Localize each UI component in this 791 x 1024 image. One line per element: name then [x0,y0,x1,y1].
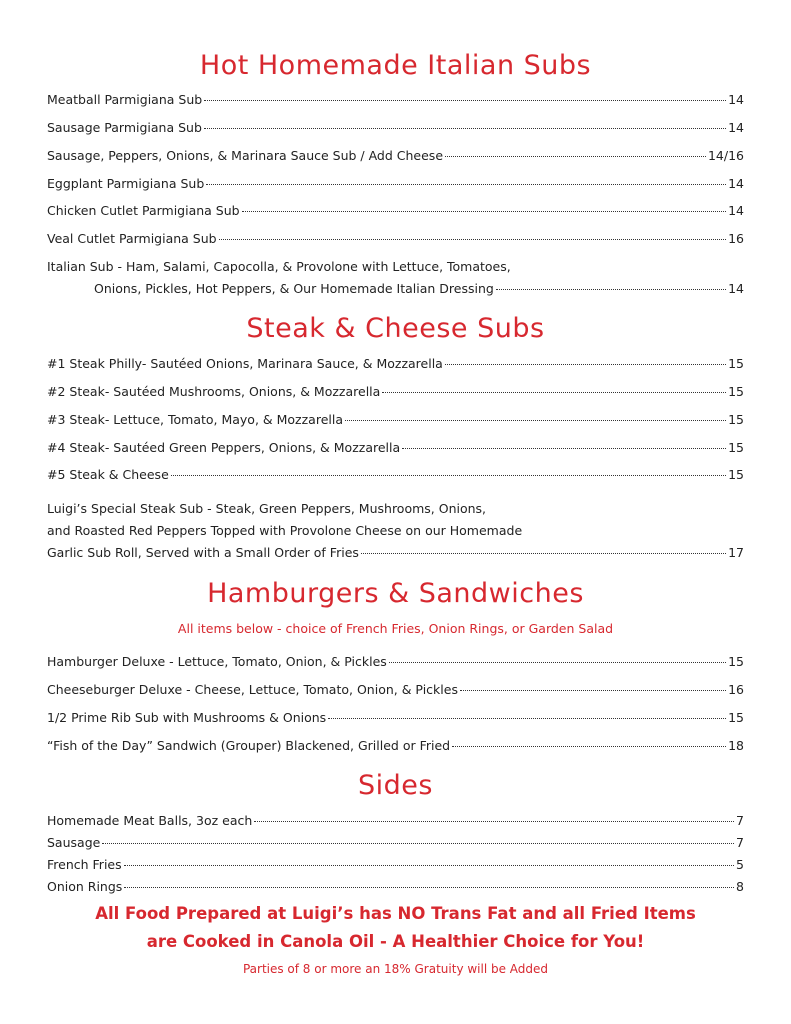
menu-item [47,412,744,428]
item-price: 15 [728,440,744,455]
item-price: 5 [736,857,744,872]
menu-item [47,176,744,192]
dot-leader [206,184,726,185]
dot-leader [219,239,727,240]
item-name: Sausage Parmigiana Sub [47,120,202,135]
menu-item [47,203,744,219]
section-title-sides: Sides [358,770,433,801]
menu-item-italian-sub [94,281,744,297]
section-title-steak-subs: Steak & Cheese Subs [246,313,545,344]
menu-item [47,813,744,829]
dot-leader [445,156,706,157]
item-name: #4 Steak- Sautéed Green Peppers, Onions, & Mozzarella [47,440,401,455]
item-name: Veal Cutlet Parmigiana Sub [47,231,217,246]
item-name: #5 Steak & Cheese [47,467,169,482]
item-price: 16 [728,231,744,246]
item-name: Chicken Cutlet Parmigiana Sub [47,203,240,218]
dot-leader [445,364,726,365]
menu-item-special-steak [47,545,744,561]
menu-item [47,835,744,851]
footer-line2: are Cooked in Canola Oil - A Healthier Choice for You! [146,932,645,951]
item-name: Cheeseburger Deluxe - Cheese, Lettuce, Tomato, Onion, & Pickles [47,682,458,697]
item-name: #2 Steak- Sautéed Mushrooms, Onions, & Mozzarella [47,384,381,399]
menu-item [47,92,744,108]
menu-item [47,120,744,136]
item-price: 15 [728,356,744,371]
item-name: Eggplant Parmigiana Sub [47,176,205,191]
dot-leader [242,211,727,212]
dot-leader [389,662,726,663]
item-price: 14 [728,92,744,107]
special-steak-line2: and Roasted Red Peppers Topped with Provolone Cheese on our Homemade [47,523,523,538]
dot-leader [124,865,734,866]
section-note: All items below - choice of French Fries, Onion Rings, or Garden Salad [177,621,614,636]
dot-leader [382,392,726,393]
menu-item [47,857,744,873]
menu-item [47,682,744,698]
dot-leader [452,746,726,747]
menu-item [47,440,744,456]
dot-leader [204,128,726,129]
item-price: 14 [728,203,744,218]
item-price: 14 [728,176,744,191]
item-price: 14 [728,281,744,296]
item-name: Sausage [47,835,101,850]
dot-leader [204,100,726,101]
dot-leader [402,448,726,449]
item-price: 8 [736,879,744,894]
italian-sub-line1: Italian Sub - Ham, Salami, Capocolla, & Provolone with Lettuce, Tomatoes, [47,259,511,274]
item-name: 1/2 Prime Rib Sub with Mushrooms & Onions [47,710,327,725]
item-name: Onion Rings [47,879,123,894]
menu-item [47,738,744,754]
dot-leader [496,289,726,290]
item-name: Meatball Parmigiana Sub [47,92,203,107]
menu-item [47,148,744,164]
gratuity-note: Parties of 8 or more an 18% Gratuity will be Added [242,962,549,976]
dot-leader [171,475,726,476]
menu-item [47,356,744,372]
menu-item [47,710,744,726]
item-price: 16 [728,682,744,697]
item-price: 18 [728,738,744,753]
item-price: 15 [728,384,744,399]
dot-leader [460,690,726,691]
dot-leader [124,887,734,888]
dot-leader [254,821,734,822]
item-name: Garlic Sub Roll, Served with a Small Order of Fries [47,545,359,560]
menu-item [47,879,744,895]
menu-item [47,654,744,670]
special-steak-line1: Luigi’s Special Steak Sub - Steak, Green Peppers, Mushrooms, Onions, [47,501,487,516]
item-name: French Fries [47,857,122,872]
menu-item [47,231,744,247]
item-name: Onions, Pickles, Hot Peppers, & Our Homemade Italian Dressing [94,281,494,296]
item-price: 15 [728,710,744,725]
item-price: 14/16 [707,148,744,163]
dot-leader [345,420,726,421]
item-price: 7 [736,813,744,828]
section-title-burgers: Hamburgers & Sandwiches [207,578,584,609]
item-name: Homemade Meat Balls, 3oz each [47,813,253,828]
footer-line1: All Food Prepared at Luigi’s has NO Trans Fat and all Fried Items [95,904,696,923]
item-price: 15 [728,467,744,482]
menu-item [47,384,744,400]
dot-leader [361,553,726,554]
item-name: “Fish of the Day” Sandwich (Grouper) Blackened, Grilled or Fried [47,738,451,753]
item-price: 14 [728,120,744,135]
item-name: #1 Steak Philly- Sautéed Onions, Marinara Sauce, & Mozzarella [47,356,443,371]
item-price: 7 [736,835,744,850]
item-price: 17 [728,545,744,560]
item-name: Sausage, Peppers, Onions, & Marinara Sauce Sub / Add Cheese [47,148,444,163]
item-price: 15 [728,654,744,669]
section-title-italian-subs: Hot Homemade Italian Subs [199,50,592,81]
dot-leader [328,718,726,719]
item-name: #3 Steak- Lettuce, Tomato, Mayo, & Mozzarella [47,412,344,427]
item-name: Hamburger Deluxe - Lettuce, Tomato, Onion, & Pickles [47,654,387,669]
menu-item [47,467,744,483]
item-price: 15 [728,412,744,427]
dot-leader [102,843,734,844]
